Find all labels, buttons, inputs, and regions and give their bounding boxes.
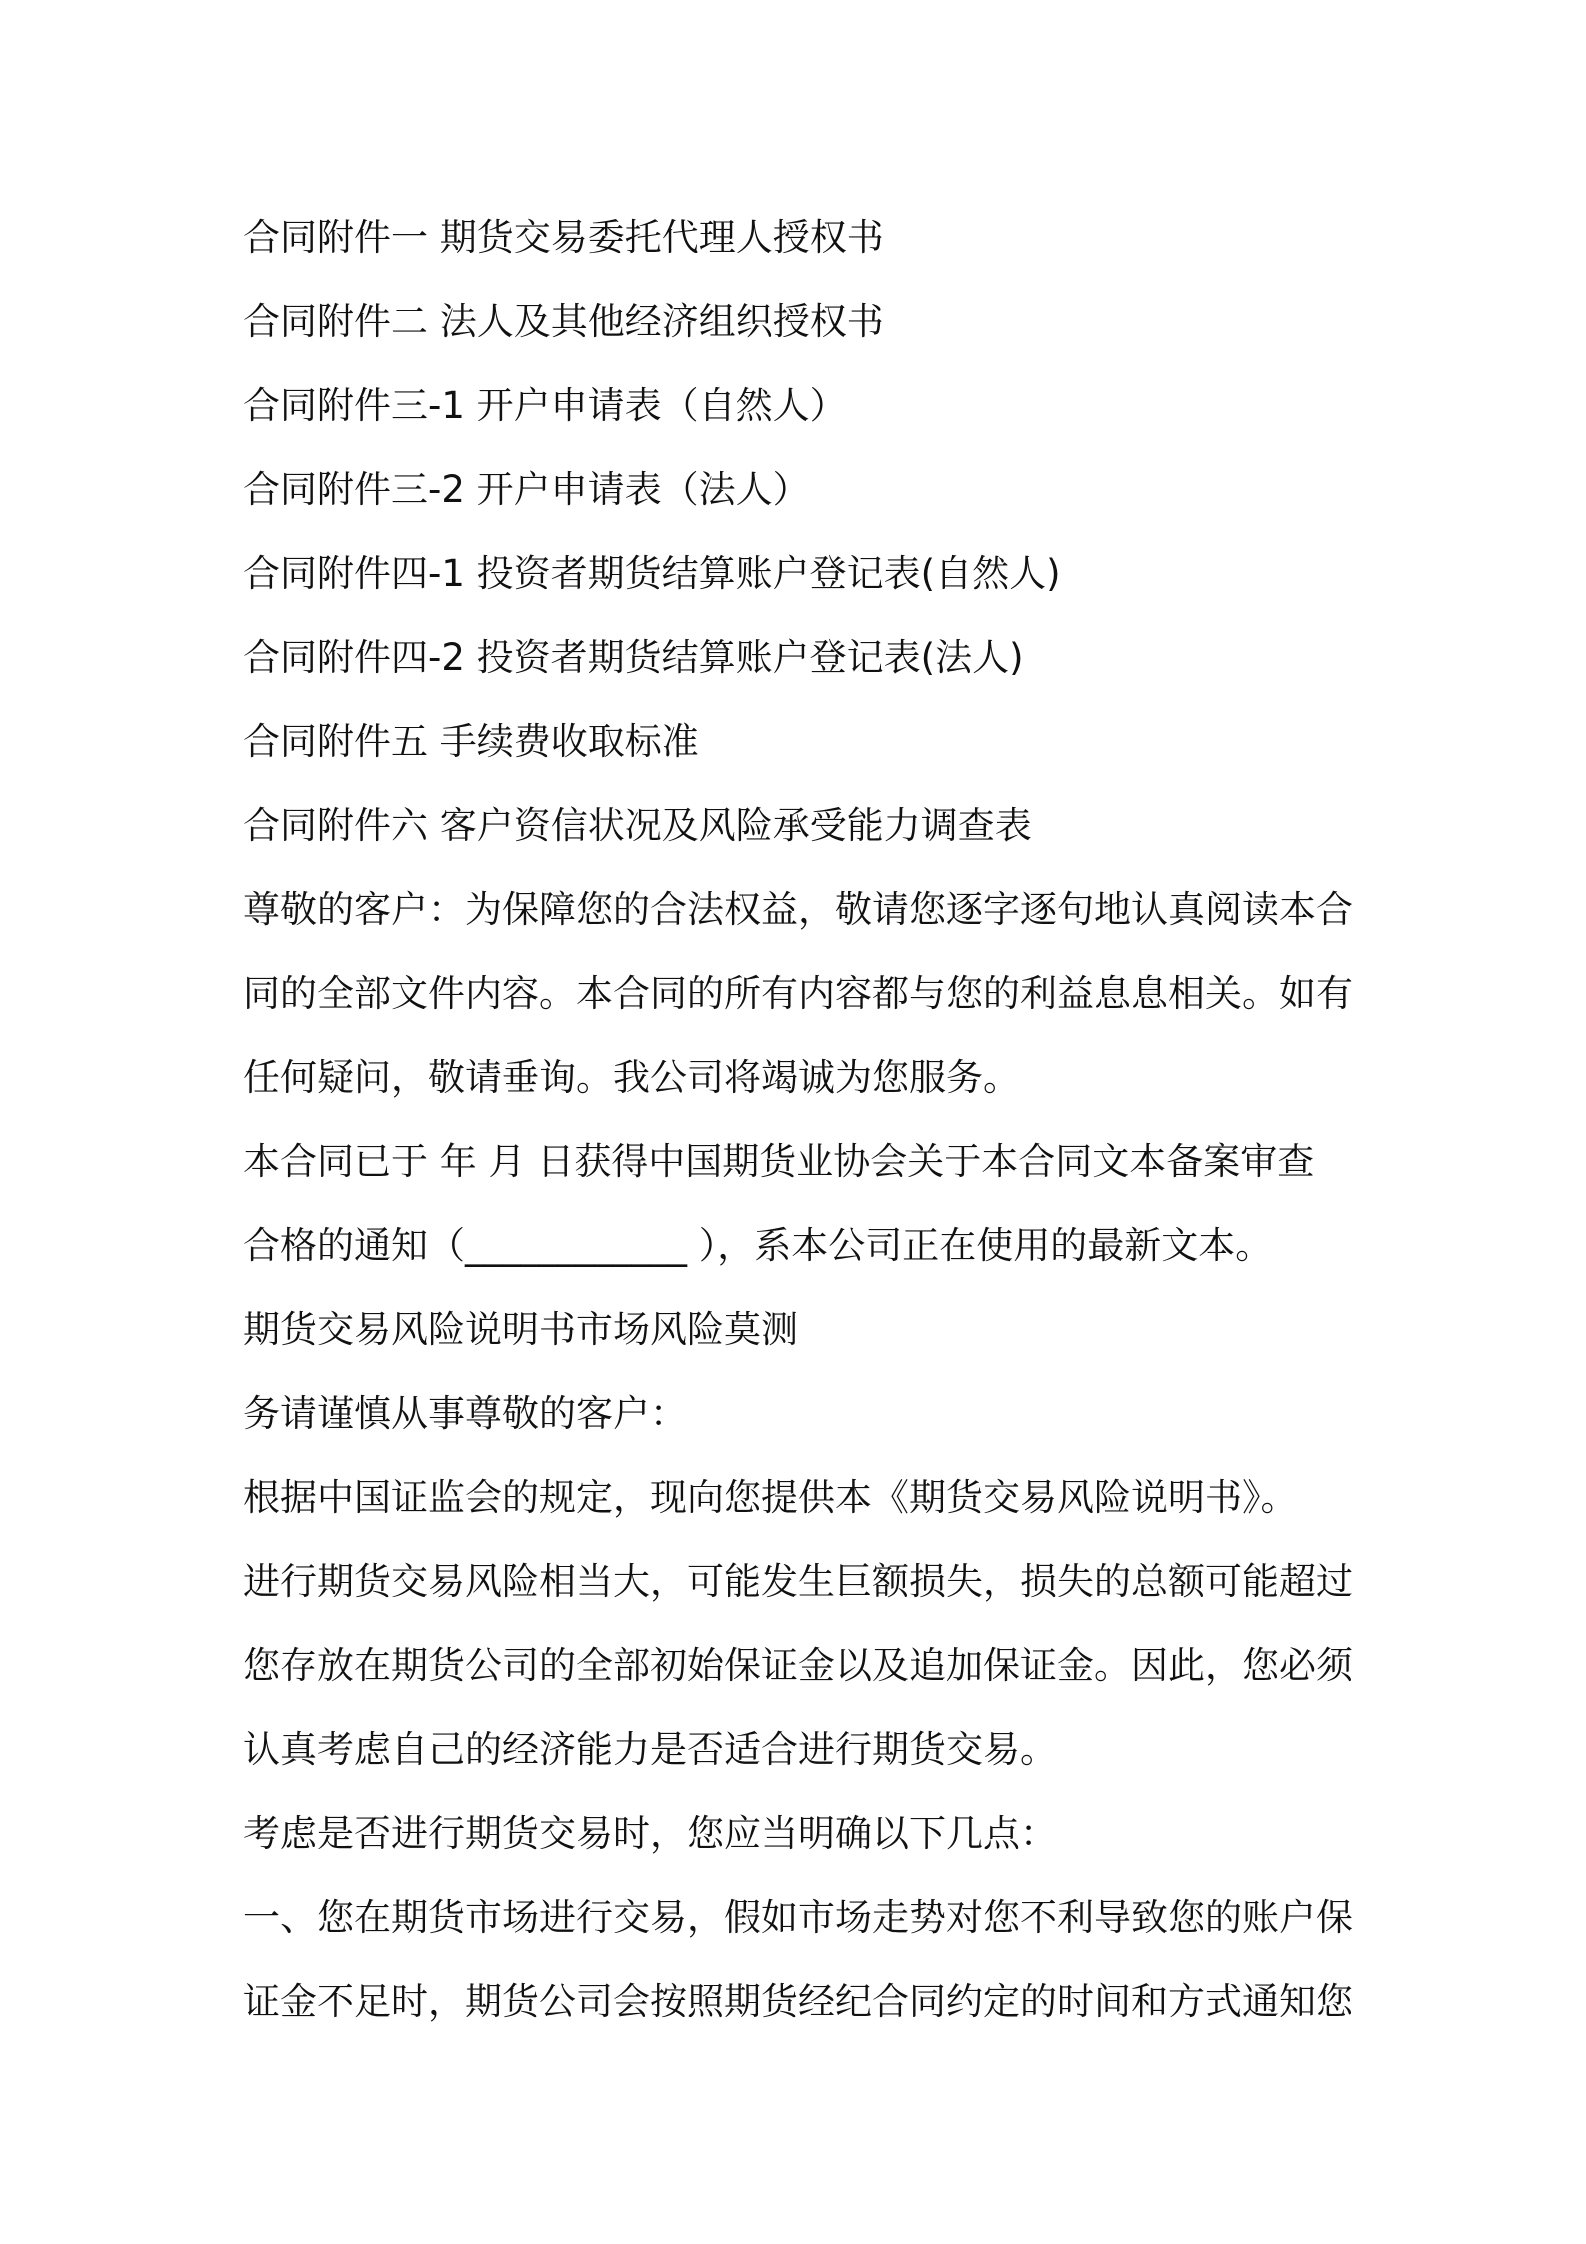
body-text-line: 任何疑问，敬请垂询。我公司将竭诚为您服务。 (243, 1056, 1020, 1099)
body-text-line: 认真考虑自己的经济能力是否适合进行期货交易。 (243, 1728, 1057, 1771)
attachment-line: 合同附件四-2 投资者期货结算账户登记表(法人) (243, 636, 1024, 679)
section-title: 期货交易风险说明书市场风险莫测 (243, 1308, 798, 1351)
body-text-line: 进行期货交易风险相当大，可能发生巨额损失，损失的总额可能超过 (243, 1560, 1353, 1603)
body-text-line: 合格的通知（____________ ），系本公司正在使用的最新文本。 (243, 1224, 1273, 1267)
attachment-line: 合同附件一 期货交易委托代理人授权书 (243, 216, 884, 259)
attachment-line: 合同附件四-1 投资者期货结算账户登记表(自然人) (243, 552, 1061, 595)
body-text-line: 根据中国证监会的规定，现向您提供本《期货交易风险说明书》。 (243, 1476, 1298, 1519)
attachment-line: 合同附件六 客户资信状况及风险承受能力调查表 (243, 804, 1032, 847)
attachment-line: 合同附件二 法人及其他经济组织授权书 (243, 300, 884, 343)
body-text-line: 尊敬的客户：为保障您的合法权益，敬请您逐字逐句地认真阅读本合 (243, 888, 1353, 931)
document-page (243, 196, 1358, 2044)
body-text-line: 一、您在期货市场进行交易，假如市场走势对您不利导致您的账户保 (243, 1896, 1353, 1939)
body-text-line: 考虑是否进行期货交易时，您应当明确以下几点： (243, 1812, 1057, 1855)
body-text-line: 务请谨慎从事尊敬的客户： (243, 1392, 687, 1435)
attachment-line: 合同附件三-2 开户申请表（法人） (243, 468, 810, 511)
body-text-line: 证金不足时，期货公司会按照期货经纪合同约定的时间和方式通知您 (243, 1980, 1353, 2023)
attachment-line: 合同附件三-1 开户申请表（自然人） (243, 384, 847, 427)
body-text-line: 同的全部文件内容。本合同的所有内容都与您的利益息息相关。如有 (243, 972, 1353, 1015)
attachment-line: 合同附件五 手续费收取标准 (243, 720, 699, 763)
body-text-line: 本合同已于 年 月 日获得中国期货业协会关于本合同文本备案审查 (243, 1140, 1315, 1183)
body-text-line: 您存放在期货公司的全部初始保证金以及追加保证金。因此，您必须 (243, 1644, 1353, 1687)
